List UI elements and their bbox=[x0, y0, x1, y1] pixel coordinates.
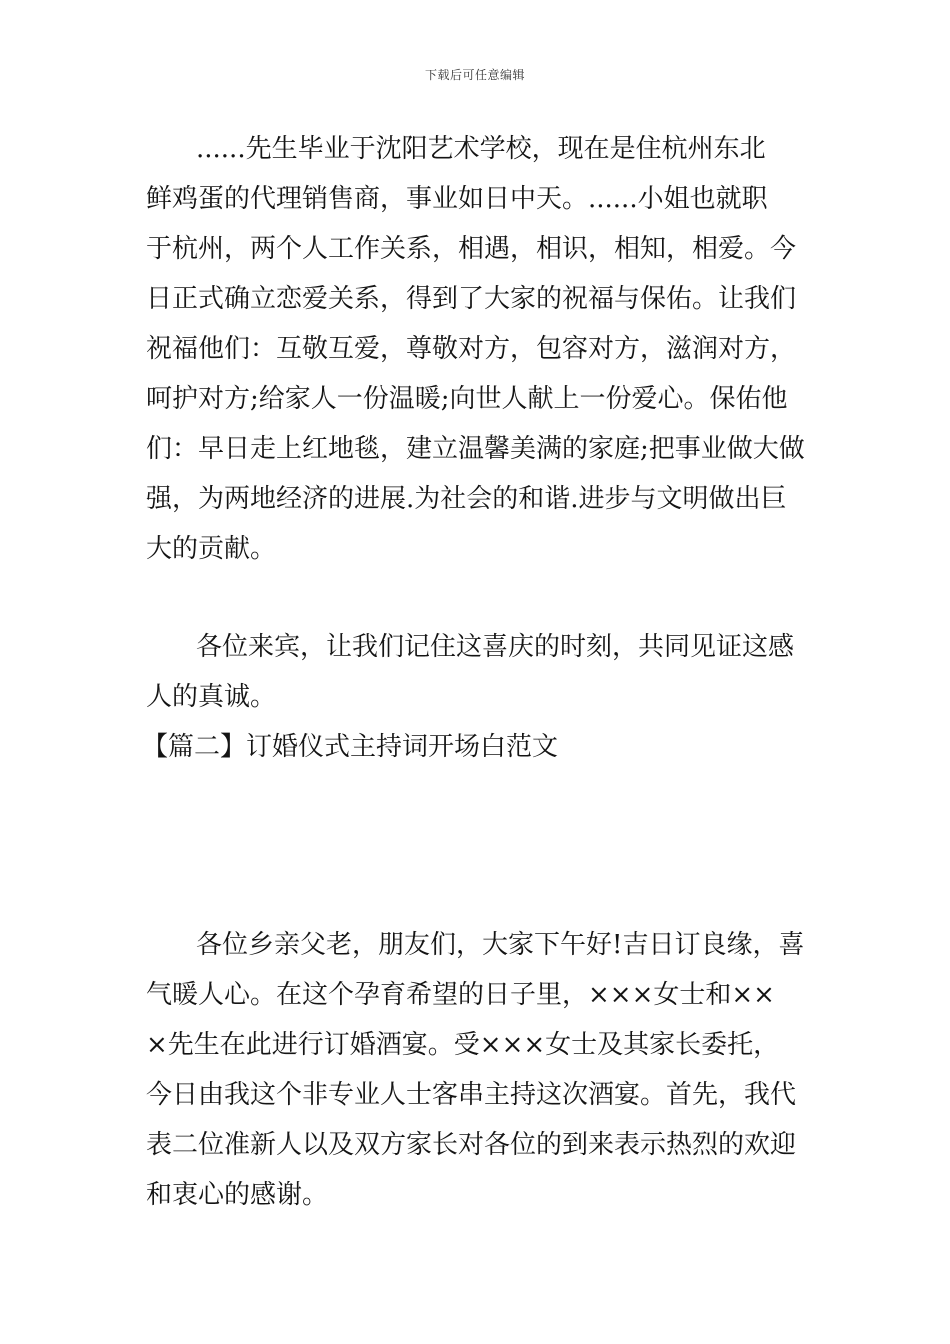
paragraph-line: 呵护对方;给家人一份温暖;向世人献上一份爱心。保佑他 bbox=[146, 384, 788, 414]
paragraph-line: 祝福他们：互敬互爱，尊敬对方，包容对方，滋润对方， bbox=[146, 334, 797, 364]
paragraph-line: ×先生在此进行订婚酒宴。受×××女士及其家长委托， bbox=[146, 1030, 780, 1060]
paragraph-line: 大的贡献。 bbox=[146, 534, 277, 564]
paragraph-line: ......先生毕业于沈阳艺术学校，现在是住杭州东北 bbox=[196, 134, 766, 164]
paragraph-line: 日正式确立恋爱关系，得到了大家的祝福与保佑。让我们 bbox=[146, 284, 797, 314]
section-heading: 【篇二】订婚仪式主持词开场白范文 bbox=[142, 732, 559, 762]
paragraph-line: 表二位准新人以及双方家长对各位的到来表示热烈的欢迎 bbox=[146, 1130, 797, 1160]
paragraph-line: 气暖人心。在这个孕育希望的日子里，×××女士和×× bbox=[146, 980, 775, 1010]
paragraph-line: 今日由我这个非专业人士客串主持这次酒宴。首先，我代 bbox=[146, 1080, 797, 1110]
paragraph-line: 人的真诚。 bbox=[146, 682, 277, 712]
paragraph-line: 们：早日走上红地毯，建立温馨美满的家庭;把事业做大做 bbox=[146, 434, 805, 464]
paragraph-line: 于杭州，两个人工作关系，相遇，相识，相知，相爱。今 bbox=[146, 234, 797, 264]
paragraph-line: 强，为两地经济的进展.为社会的和谐.进步与文明做出巨 bbox=[146, 484, 787, 514]
paragraph-line: 各位乡亲父老，朋友们，大家下午好!吉日订良缘，喜 bbox=[196, 930, 805, 960]
paragraph-line: 鲜鸡蛋的代理销售商，事业如日中天。......小姐也就职 bbox=[146, 184, 768, 214]
page-header: 下载后可任意编辑 bbox=[424, 68, 525, 82]
paragraph-line: 和衷心的感谢。 bbox=[146, 1180, 329, 1210]
paragraph-line: 各位来宾，让我们记住这喜庆的时刻，共同见证这感 bbox=[196, 632, 795, 662]
